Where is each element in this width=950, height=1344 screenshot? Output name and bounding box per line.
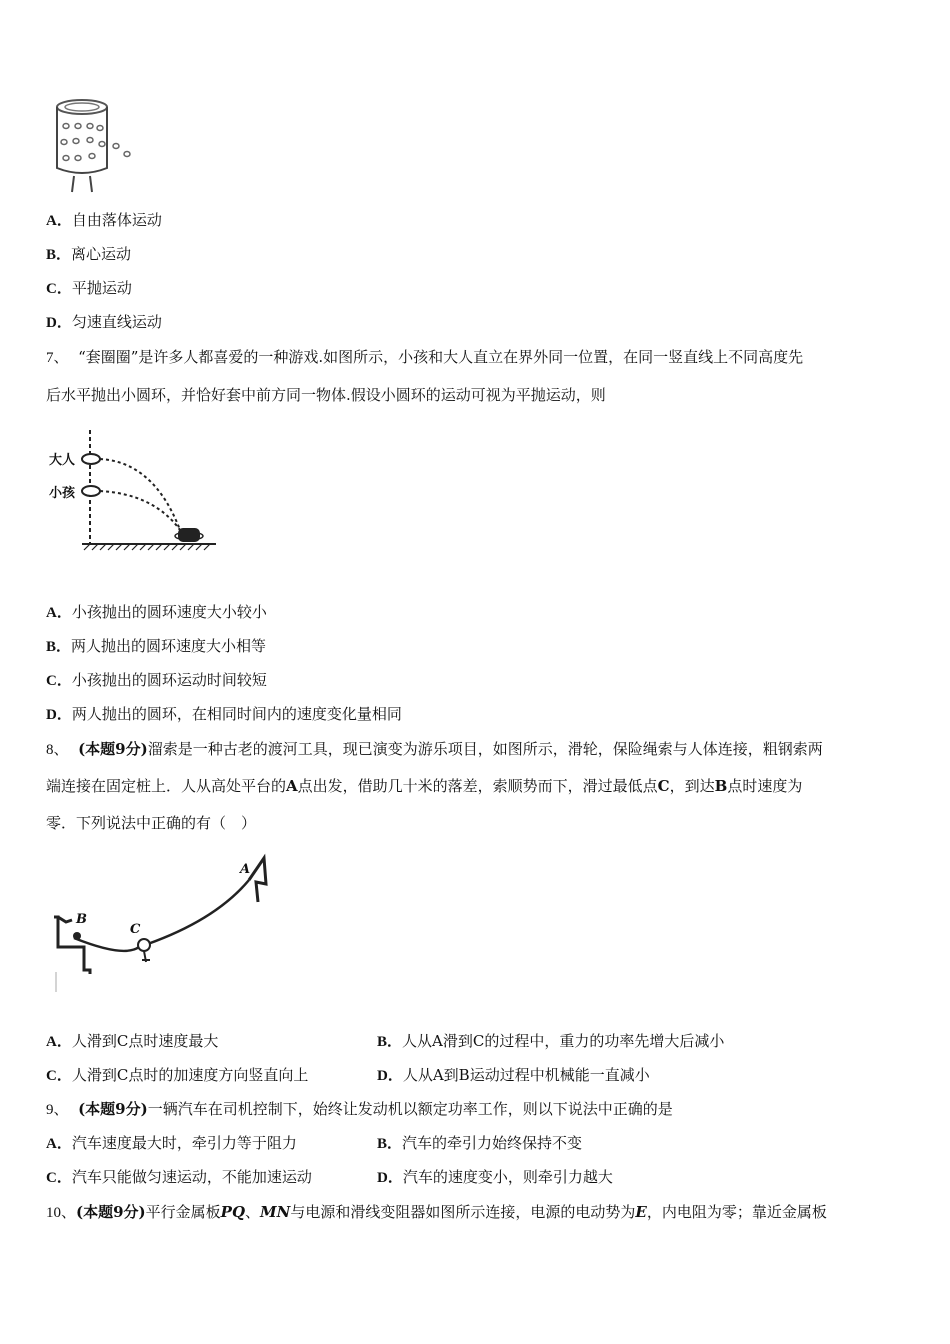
q9-option-d: D．汽车的速度变小，则牵引力越大 [377,1168,613,1186]
q7-option-c: C．小孩抛出的圆环运动时间较短 [46,671,267,689]
q8-stem-line3: 零．下列说法中正确的有（ ） [46,814,257,832]
q8-option-d: D．人从A到B运动过程中机械能一直减小 [377,1066,650,1084]
q7-figure [44,426,224,561]
adult-label: 大人 [49,453,76,468]
point-b-label: B [76,912,87,927]
q8-option-b: B．人从A滑到C的过程中，重力的功率先增大后减小 [377,1032,725,1050]
child-label: 小孩 [49,486,76,501]
q6-option-a: A．自由落体运动 [46,211,162,229]
q7-stem-line2: 后水平抛出小圆环，并恰好套中前方同一物体.假设小圆环的运动可视为平抛运动，则 [46,386,606,404]
q8-stem-line1: 8、 (本题9分)溜索是一种古老的渡河工具，现已演变为游乐项目，如图所示，滑轮，保险绳索与人体连接，粗钢索两 [46,740,823,758]
q7-option-d: D．两人抛出的圆环，在相同时间内的速度变化量相同 [46,705,402,723]
q8-option-a: A．人滑到C点时速度最大 [46,1032,219,1050]
q7-option-b: B．两人抛出的圆环速度大小相等 [46,637,267,655]
q9-option-a: A．汽车速度最大时，牵引力等于阻力 [46,1134,297,1152]
q8-figure [44,852,284,997]
point-a-label: A [240,862,251,877]
q9-option-c: C．汽车只能做匀速运动，不能加速运动 [46,1168,312,1186]
point-c-label: C [130,922,141,937]
q6-option-c: C．平抛运动 [46,279,132,297]
q8-stem-line2: 端连接在固定桩上．人从高处平台的A点出发，借助几十米的落差，索顺势而下，滑过最低点C，到达B点时速度为 [46,777,803,795]
drum-figure [44,96,140,196]
q10-stem: 10、(本题9分)平行金属板PQ、MN与电源和滑线变阻器如图所示连接，电源的电动势为E，内电阻为零；靠近金属板 [46,1203,827,1221]
q9-option-b: B．汽车的牵引力始终保持不变 [377,1134,583,1152]
q8-option-c: C．人滑到C点时的加速度方向竖直向上 [46,1066,309,1084]
q9-stem: 9、 (本题9分)一辆汽车在司机控制下，始终让发动机以额定功率工作，则以下说法中正确的是 [46,1100,673,1118]
q7-option-a: A．小孩抛出的圆环速度大小较小 [46,603,267,621]
q7-stem-line1: 7、 “套圈圈”是许多人都喜爱的一种游戏.如图所示，小孩和大人直立在界外同一位置，在同一竖直线上不同高度先 [46,348,804,366]
q6-option-d: D．匀速直线运动 [46,313,162,331]
q6-option-b: B．离心运动 [46,245,132,263]
